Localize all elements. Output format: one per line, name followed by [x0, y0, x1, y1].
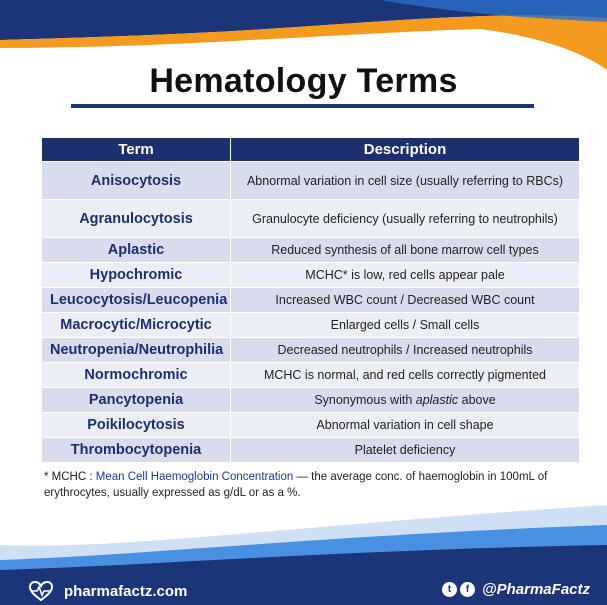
term-cell: Neutropenia/Neutrophilia: [42, 338, 231, 363]
term-cell: Macrocytic/Microcytic: [42, 313, 231, 338]
description-cell: Increased WBC count / Decreased WBC count: [231, 288, 580, 313]
table-row: [42, 388, 580, 413]
table-row: [42, 238, 580, 263]
title-underline: [71, 104, 534, 108]
term-cell: Leucocytosis/Leucopenia: [42, 288, 231, 313]
description-cell: Platelet deficiency: [231, 438, 580, 463]
footnote-abbreviation: Mean Cell Haemoglobin Concentration: [95, 471, 294, 483]
page-title: Hematology Terms: [149, 62, 458, 100]
table-row: [42, 263, 580, 288]
table-row: [42, 438, 580, 463]
column-header-description: Description: [231, 138, 580, 162]
terms-table: [41, 137, 580, 463]
table-row: [42, 200, 580, 238]
table-row: [42, 162, 580, 200]
footer-social: [442, 581, 590, 598]
column-header-term: Term: [42, 138, 231, 162]
footnote-text: — the average conc. of haemoglobin in 100mL of erythrocytes, usually expressed as g/dL or as a %.: [44, 471, 548, 499]
term-cell: Poikilocytosis: [42, 413, 231, 438]
term-cell: Anisocytosis: [42, 162, 231, 200]
description-cell: Reduced synthesis of all bone marrow cell types: [231, 238, 580, 263]
description-text: Synonymous with: [314, 393, 416, 407]
table-row: [42, 288, 580, 313]
description-cell: Enlarged cells / Small cells: [231, 313, 580, 338]
term-cell: Pancytopenia: [42, 388, 231, 413]
description-cell: Abnormal variation in cell shape: [231, 413, 580, 438]
table-row: [42, 363, 580, 388]
table-row: [42, 313, 580, 338]
social-handle[interactable]: @PharmaFactz: [482, 581, 590, 598]
description-emphasis: aplastic: [415, 393, 459, 407]
footer-site-link[interactable]: pharmafactz.com: [64, 582, 188, 600]
table-header-row: [42, 138, 580, 162]
footer-brand[interactable]: [28, 580, 187, 602]
twitter-icon[interactable]: t: [442, 582, 457, 597]
description-cell: MCHC is normal, and red cells correctly pigmented: [231, 363, 580, 388]
term-cell: Aplastic: [42, 238, 231, 263]
description-text: above: [458, 393, 496, 407]
term-cell: Agranulocytosis: [42, 200, 231, 238]
description-cell: Decreased neutrophils / Increased neutrophils: [231, 338, 580, 363]
description-cell: Abnormal variation in cell size (usually referring to RBCs): [231, 162, 580, 200]
term-cell: Normochromic: [42, 363, 231, 388]
footnote-prefix: * MCHC :: [44, 471, 96, 483]
footnote: [44, 469, 574, 501]
table-row: [42, 338, 580, 363]
description-cell: Granulocyte deficiency (usually referring to neutrophils): [231, 200, 580, 238]
table-row: [42, 413, 580, 438]
term-cell: Thrombocytopenia: [42, 438, 231, 463]
facebook-icon[interactable]: f: [460, 582, 475, 597]
description-cell: MCHC* is low, red cells appear pale: [231, 263, 580, 288]
term-cell: Hypochromic: [42, 263, 231, 288]
description-cell: [231, 388, 580, 413]
heart-pulse-icon: [28, 580, 54, 602]
